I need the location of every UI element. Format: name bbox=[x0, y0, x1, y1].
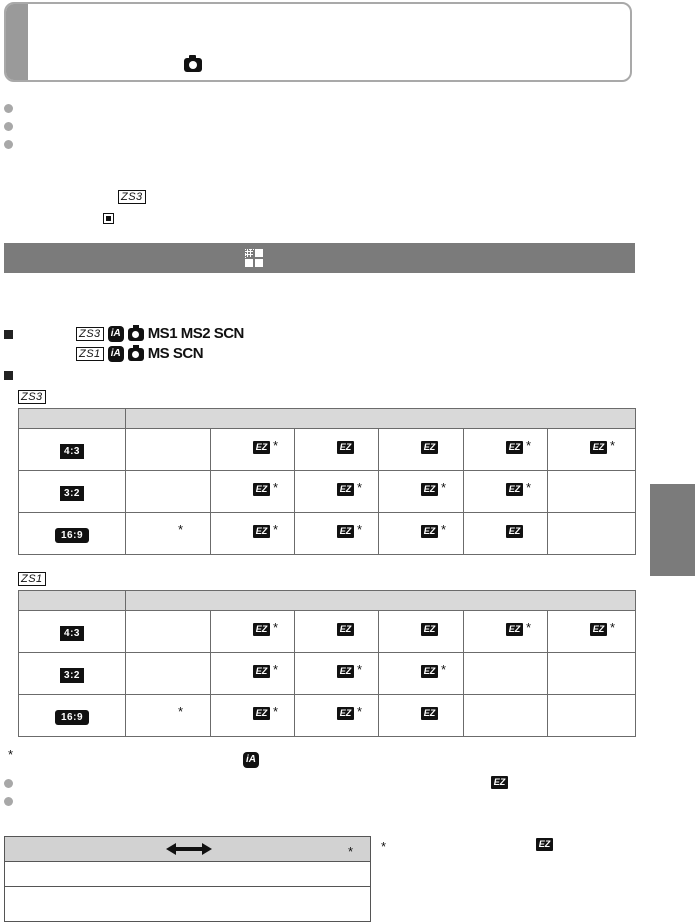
ez-icon: EZ bbox=[590, 623, 607, 636]
asterisk: * bbox=[526, 480, 532, 495]
ez-icon: EZ bbox=[253, 623, 270, 636]
ia-icon: iA bbox=[243, 752, 259, 768]
bottom-table-header bbox=[5, 837, 370, 862]
table-cell bbox=[126, 513, 211, 555]
asterisk: * bbox=[273, 704, 279, 719]
ratio-badge: 4:3 bbox=[60, 444, 84, 459]
camera-icon bbox=[128, 328, 144, 341]
camera-icon bbox=[184, 58, 202, 72]
table-cell bbox=[379, 611, 464, 653]
asterisk: * bbox=[178, 704, 184, 719]
stop-icon bbox=[103, 213, 114, 224]
ez-icon: EZ bbox=[253, 707, 270, 720]
asterisk: * bbox=[441, 662, 447, 677]
footnote-star: * bbox=[8, 747, 14, 762]
asterisk: * bbox=[441, 480, 447, 495]
ez-icon: EZ bbox=[337, 525, 354, 538]
bullet-3 bbox=[4, 140, 13, 149]
table-cell bbox=[211, 653, 295, 695]
asterisk: * bbox=[441, 522, 447, 537]
ez-icon: EZ bbox=[421, 623, 438, 636]
header-cell bbox=[126, 409, 636, 429]
side-note-star: * bbox=[381, 839, 387, 854]
table-cell bbox=[464, 471, 548, 513]
table-cell bbox=[295, 695, 379, 737]
bullet-2 bbox=[4, 122, 13, 131]
table-cell bbox=[126, 471, 211, 513]
zs1-table bbox=[18, 590, 636, 737]
asterisk: * bbox=[526, 438, 532, 453]
asterisk: * bbox=[610, 438, 616, 453]
ez-icon: EZ bbox=[421, 707, 438, 720]
ratio-cell bbox=[19, 611, 126, 653]
table-row bbox=[19, 471, 636, 513]
ez-icon: EZ bbox=[253, 525, 270, 538]
table-cell bbox=[379, 513, 464, 555]
ez-icon: EZ bbox=[506, 441, 523, 454]
ez-icon: EZ bbox=[506, 623, 523, 636]
model-tag-zs3: ZS3 bbox=[76, 327, 104, 341]
table-cell bbox=[548, 471, 636, 513]
ia-icon: iA bbox=[108, 326, 124, 342]
table-cell bbox=[464, 653, 548, 695]
asterisk: * bbox=[357, 662, 363, 677]
ratio-cell bbox=[19, 513, 126, 555]
table-cell bbox=[379, 429, 464, 471]
table-cell bbox=[211, 513, 295, 555]
bullet-1 bbox=[4, 104, 13, 113]
table-cell bbox=[295, 653, 379, 695]
asterisk: * bbox=[357, 480, 363, 495]
ratio-badge: 3:2 bbox=[60, 486, 84, 501]
table-cell bbox=[211, 429, 295, 471]
ez-icon: EZ bbox=[337, 623, 354, 636]
model-tag-zs1-table: ZS1 bbox=[18, 572, 46, 586]
mode-text-zs3: MS1 MS2 SCN bbox=[147, 325, 244, 342]
table-cell bbox=[379, 653, 464, 695]
ratio-badge: 16:9 bbox=[55, 528, 89, 543]
asterisk: * bbox=[273, 522, 279, 537]
asterisk: * bbox=[273, 438, 279, 453]
bottom-table bbox=[4, 836, 371, 922]
table-cell bbox=[126, 611, 211, 653]
model-tag-zs3: ZS3 bbox=[118, 190, 146, 204]
ez-icon: EZ bbox=[421, 441, 438, 454]
header-cell bbox=[19, 409, 126, 429]
ez-icon: EZ bbox=[337, 441, 354, 454]
ratio-cell bbox=[19, 695, 126, 737]
ratio-cell bbox=[19, 471, 126, 513]
ez-icon: EZ bbox=[253, 665, 270, 678]
ez-icon: EZ bbox=[536, 838, 553, 851]
table-row bbox=[19, 513, 636, 555]
bottom-table-row bbox=[5, 862, 370, 887]
table-cell bbox=[548, 695, 636, 737]
ez-icon: EZ bbox=[506, 483, 523, 496]
grid-icon bbox=[245, 249, 264, 268]
ia-icon: iA bbox=[108, 346, 124, 362]
table-cell bbox=[464, 429, 548, 471]
table-cell bbox=[295, 429, 379, 471]
table-cell bbox=[379, 695, 464, 737]
table-cell bbox=[295, 471, 379, 513]
mode-row-zs3 bbox=[76, 325, 244, 342]
square-bullet-2 bbox=[4, 371, 13, 380]
model-tag-zs1: ZS1 bbox=[76, 347, 104, 361]
camera-icon bbox=[128, 348, 144, 361]
ez-icon: EZ bbox=[506, 525, 523, 538]
table-cell bbox=[211, 611, 295, 653]
table-cell bbox=[126, 653, 211, 695]
ez-icon: EZ bbox=[421, 483, 438, 496]
zs3-table bbox=[18, 408, 636, 555]
asterisk: * bbox=[526, 620, 532, 635]
table-cell bbox=[211, 695, 295, 737]
table-cell bbox=[548, 513, 636, 555]
table-row bbox=[19, 611, 636, 653]
header-box bbox=[4, 2, 632, 82]
table-cell bbox=[548, 611, 636, 653]
mode-row-zs1 bbox=[76, 345, 203, 362]
ratio-cell bbox=[19, 653, 126, 695]
asterisk: * bbox=[178, 522, 184, 537]
square-bullet-1 bbox=[4, 330, 13, 339]
double-arrow-icon bbox=[166, 843, 212, 855]
model-tag-zs3-table: ZS3 bbox=[18, 390, 46, 404]
ez-icon: EZ bbox=[337, 483, 354, 496]
table-cell bbox=[126, 429, 211, 471]
table-cell bbox=[295, 611, 379, 653]
ratio-badge: 16:9 bbox=[55, 710, 89, 725]
table-row bbox=[19, 695, 636, 737]
ez-icon: EZ bbox=[421, 665, 438, 678]
header-accent-bar bbox=[6, 4, 28, 80]
header-cell bbox=[19, 591, 126, 611]
mode-text-zs1: MS SCN bbox=[147, 345, 204, 362]
table-cell bbox=[464, 513, 548, 555]
asterisk: * bbox=[273, 662, 279, 677]
header-cell bbox=[126, 591, 636, 611]
ez-icon: EZ bbox=[590, 441, 607, 454]
ez-icon: EZ bbox=[253, 483, 270, 496]
table-cell bbox=[548, 429, 636, 471]
table-star: * bbox=[348, 844, 354, 859]
asterisk: * bbox=[357, 704, 363, 719]
table-row bbox=[19, 429, 636, 471]
table-cell bbox=[464, 611, 548, 653]
asterisk: * bbox=[357, 522, 363, 537]
bullet-4 bbox=[4, 779, 13, 788]
ez-icon: EZ bbox=[491, 776, 508, 789]
bullet-5 bbox=[4, 797, 13, 806]
ez-icon: EZ bbox=[421, 525, 438, 538]
ez-icon: EZ bbox=[337, 707, 354, 720]
side-tab bbox=[650, 484, 695, 576]
asterisk: * bbox=[273, 620, 279, 635]
ez-icon: EZ bbox=[337, 665, 354, 678]
table-cell bbox=[126, 695, 211, 737]
asterisk: * bbox=[610, 620, 616, 635]
table-cell bbox=[211, 471, 295, 513]
ratio-cell bbox=[19, 429, 126, 471]
table-cell bbox=[295, 513, 379, 555]
ratio-badge: 4:3 bbox=[60, 626, 84, 641]
bottom-table-row bbox=[5, 887, 370, 921]
ratio-badge: 3:2 bbox=[60, 668, 84, 683]
table-row bbox=[19, 653, 636, 695]
section-bar bbox=[4, 243, 635, 273]
table-cell bbox=[464, 695, 548, 737]
table-cell bbox=[379, 471, 464, 513]
table-cell bbox=[548, 653, 636, 695]
asterisk: * bbox=[273, 480, 279, 495]
ez-icon: EZ bbox=[253, 441, 270, 454]
